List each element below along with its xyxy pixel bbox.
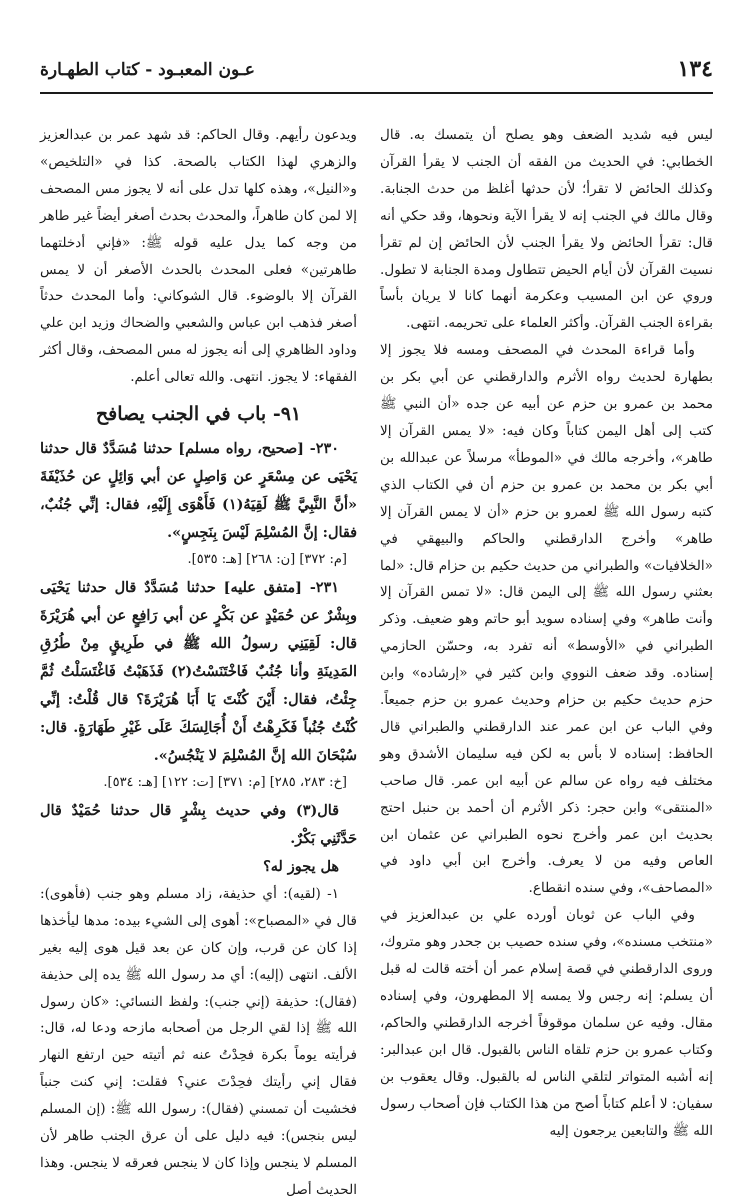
page-header [40, 52, 713, 88]
hadith-text: قال(٣) وفي حديث بِشْرٍ قال حدثنا حُمَيْدٌ قال حَدَّثَنِي بَكْرٌ. [40, 801, 357, 847]
right-column [380, 122, 713, 1144]
hadith-reference: [م: ٣٧٢] [ن: ٢٦٨] [هـ: ٥٣٥]. [187, 552, 347, 568]
running-title: عـون المعبـود - كتاب الطهـارة [40, 60, 255, 80]
paragraph: ويدعون رأيهم. وقال الحاكم: قد شهد عمر بن عبدالعزيز والزهري لهذا الكتاب بالصحة. كذا في «التلخيص» و«النيل»، وهذه كلها تدل على أنه لا يجوز مس المصحف إلا لمن كان طاهراً، والمحدث بحدث أصغر أيضاً غير طاهر من وجه كما يدل عليه قوله ﷺ: «فإني أدخلتهما طاهرتين» فعلى المحدث بالحدث الأصغر أن لا يمس القرآن إلا بالوضوء. قال الشوكاني: وأما المحدث حدثاً أصغر فذهب ابن عباس والشعبي والضحاك وزيد ابن علي وداود الظاهري إلى أنه يجوز له مس المصحف، وقال أكثر الفقهاء: لا يجوز. انتهى. والله تعالى أعلم. [40, 127, 357, 386]
section-title: ٩١- باب في الجنب يصافح [95, 403, 302, 426]
commentary: ١- (لقيه): أي حذيفة، زاد مسلم وهو جنب (فأهوى): قال في «المصباح»: أهوى إلى الشيء بيده: مدها ليأخذها إذا كان عن قرب، وإن كان عن بعد قيل هوى إليه بغير الألف. انتهى (إليه): أي مد رسول الله ﷺ يده إلى حذيفة (فقال): حذيفة (إني جنب): ولفظ النسائي: «كان رسول الله ﷺ إذا لقي الرجل من أصحابه مازحه ودعا له، قال: فرأيته يوماً بكرة فحِدْتُ عنه ثم أتيته حين ارتفع النهار فقال إني رأيتك فحِدْتَ عني؟ فقلت: إني كنت جنباً فخشيت أن تمسني (فقال): رسول الله ﷺ: (إن المسلم ليس بنجس): فيه دليل على أن عرق الجنب طاهر لأن المسلم لا ينجس وإذا كان لا ينجس فعرقه لا ينجس. وهذا الحديث أصل [40, 885, 357, 1198]
hadith-question: هل يجوز له؟ [263, 857, 339, 875]
paragraph: وأما قراءة المحدث في المصحف ومسه فلا يجوز إلا بطهارة لحديث رواه الأثرم والدارقطني عن أبي بكر بن محمد بن عمرو بن حزم عن أبيه عن جده «أن النبي ﷺ كتب إلى أهل اليمن كتاباً وكان فيه: «لا يمس القرآن إلا طاهر»، وأخرجه مالك في «الموطأ» مرسلاً عن عبدالله بن أبي بكر بن محمد بن عمرو بن حزم أن في الكتاب الذي كتبه رسول الله ﷺ لعمرو بن حزم «أن لا يمس القرآن إلا طاهر» وأخرج الدارقطني والحاكم والبيهقي في «الخلافيات» والطبراني من حديث حكيم بن حزام قال: «لما بعثني رسول الله ﷺ إلى اليمن قال: «لا تمس القرآن إلا وأنت طاهر» وفي إسناده سويد أبو حاتم وهو ضعيف. وذكر الطبراني في «الأوسط» أنه تفرد به، وحسّن الحازمي إسناده. وقد ضعف النووي وابن كثير في «إرشاده» وابن حزم حديث حكيم بن حزام وحديث عمرو بن حزم جميعاً. وفي الباب عن ابن عمر عند الدارقطني والطبراني قال الحافظ: إسناده لا بأس به لكن فيه سليمان الأشدق وهو مختلف فيه رواه عن سالم عن أبيه ابن عمر. قال صاحب «المنتقى» وابن حجر: ذكر الأثرم أن أحمد بن حنبل احتج بحديث ابن عمر وأخرج نحوه الطبراني عن عثمان ابن العاص وفيه من لا يعرف. وأخرج ابن أبي داود في «المصاحف»، وفي سنده انقطاع. [380, 342, 713, 897]
header-rule [40, 92, 713, 94]
paragraph: ليس فيه شديد الضعف وهو يصلح أن يتمسك به. قال الخطابي: في الحديث من الفقه أن الجنب لا يقرأ القرآن وكذلك الحائض لا تقرأ؛ لأن حدثها أغلظ من حدث الجنابة. وقال مالك في الجنب إنه لا يقرأ الآية ونحوها، وقد حكي أنه قال: تقرأ الحائض ولا يقرأ الجنب لأن الحائض إن لم تقرأ نسيت القرآن لأن أيام الحيض تتطاول ومدة الجنابة لا تطول. وروي عن ابن المسيب وعكرمة أنهما كانا لا يريان بأساً بقراءة الجنب القرآن. وأكثر العلماء على تحريمه. انتهى. [380, 127, 713, 332]
hadith-reference: [خ: ٢٨٣، ٢٨٥] [م: ٣٧١] [ت: ١٢٢] [هـ: ٥٣٤]. [103, 774, 347, 790]
left-column [40, 122, 357, 1204]
hadith-text: ٢٣٠- [صحيح، رواه مسلم] حدثنا مُسَدَّدٌ قال حدثنا يَحْيَى عن مِسْعَرٍ عن وَاصِلٍ عن أبي وَائِلٍ عن حُذَيْفَةَ «أنَّ النَّبِيَّ ﷺ لَقِيَهُ(١) فَأَهْوَى إِلَيْهِ، فقال: إنِّي جُنُبٌ، فقال: إنَّ المُسْلِمَ لَيْسَ بِنَجِسٍ». [40, 440, 357, 542]
page-number: ١٣٤ [677, 56, 713, 82]
paragraph: وفي الباب عن ثوبان أورده علي بن عبدالعزيز في «منتخب مسنده»، وفي سنده حصيب بن جحدر وهو متروك، وروى الدارقطني في قصة إسلام عمر أن أخته قالت له قبل أن يسلم: إنه رجس ولا يمسه إلا المطهرون، وفي إسناده مقال. وفيه عن سلمان موقوفاً أخرجه الدارقطني والحاكم، وكتاب عمرو بن حزم تلقاه الناس بالقبول. قال ابن عبدالبر: إنه أشبه المتواتر لتلقي الناس له بالقبول. وقال يعقوب بن سفيان: لا أعلم كتاباً أصح من هذا الكتاب فإن أصحاب رسول الله ﷺ والتابعين يرجعون إليه [380, 907, 713, 1139]
hadith-text: ٢٣١- [متفق عليه] حدثنا مُسَدَّدٌ قال حدثنا يَحْيَى وبِشْرٌ عن حُمَيْدٍ عن بَكْرٍ عن أبي رَافِعٍ عن أبي هُرَيْرَةَ قال: لَقِيَنِي رسولُ الله ﷺ في طَرِيقٍ مِنْ طُرُقِ المَدِينَةِ وأنا جُنُبٌ فَاخْتَنَسْتُ(٢) فَذَهَبْتُ فَاغْتَسَلْتُ ثُمَّ جِئْتُ، فقال: أَيْنَ كُنْتَ يَا أَبَا هُرَيْرَةَ؟ قال قُلْتُ: إنِّي كُنْتُ جُنُباً فَكَرِهْتُ أَنْ أُجَالِسَكَ عَلَى غَيْرِ طَهَارَةٍ. قال: سُبْحَانَ الله إنَّ المُسْلِمَ لا يَنْجُسُ». [40, 578, 357, 764]
